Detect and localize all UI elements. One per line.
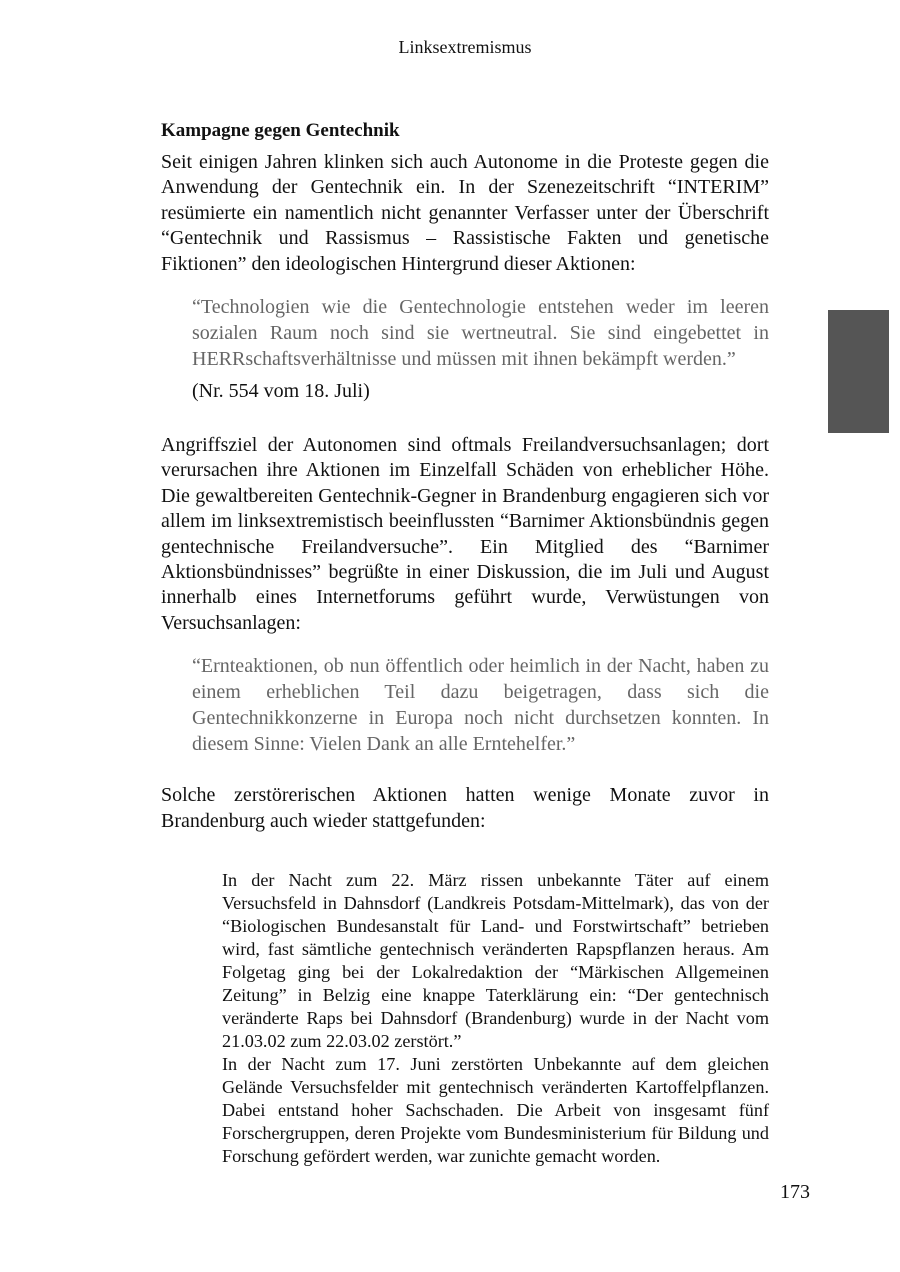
chapter-side-tab [828, 310, 889, 433]
section-heading: Kampagne gegen Gentechnik [161, 120, 400, 141]
quote-forum: “Ernteaktionen, ob nun öffentlich oder heimlich in der Nacht, haben zu einem erheblichen Teil dazu beigetragen, dass sich die Gentechnikkonzerne in Europa noch nicht durchsetzen konnten. In diesem Sinne: Vielen Dank an alle Erntehelfer.” [192, 655, 769, 756]
quote-source: (Nr. 554 vom 18. Juli) [192, 380, 370, 403]
running-title: Linksextremismus [398, 37, 532, 57]
page-number: 173 [780, 1181, 810, 1203]
paragraph-actions: Solche zerstörerischen Aktionen hatten wenige Monate zuvor in Brandenburg auch wieder stattgefunden: [161, 784, 769, 832]
incident-box [222, 869, 769, 1168]
quote-interim: “Technologien wie die Gentechnologie entstehen weder im leeren sozialen Raum noch sind sie wertneutral. Sie sind eingebettet in HERRschaftsverhältnisse und müssen mit ihnen bekämpft werden.” [192, 296, 769, 371]
incident-march: In der Nacht zum 22. März rissen unbekannte Täter auf einem Versuchsfeld in Dahnsdorf (Landkreis Potsdam-Mittelmark), das von der “Biologischen Bundesanstalt für Land- und Forstwirtschaft” betrieben wird, fast sämtliche gentechnisch veränderten Rapspflanzen heraus. Am Folgetag ging bei der Lokalredaktion der “Märkischen Allgemeinen Zeitung” in Belzig eine knappe Taterklärung ein: “Der gentechnisch veränderte Raps bei Dahnsdorf (Brandenburg) wurde in der Nacht vom 21.03.02 zum 22.03.02 zerstört.” [222, 870, 769, 1052]
page-content [161, 118, 769, 1168]
paragraph-intro: Seit einigen Jahren klinken sich auch Autonome in die Proteste gegen die Anwendung der Gentechnik ein. In der Szenezeitschrift “INTERIM” resümierte ein namentlich nicht genannter Verfasser unter der Überschrift “Gentechnik und Rassismus – Rassistische Fakten und genetische Fiktionen” den ideologischen Hintergrund dieser Aktionen: [161, 151, 769, 275]
incident-june: In der Nacht zum 17. Juni zerstörten Unbekannte auf dem gleichen Gelände Versuchsfelder mit gentechnisch veränderten Kartoffelpflanzen. Dabei entstand hoher Sachschaden. Die Arbeit von insgesamt fünf Forschergruppen, deren Projekte vom Bundesministerium für Bildung und Forschung gefördert werden, war zunichte gemacht worden. [222, 1054, 769, 1167]
paragraph-targets: Angriffsziel der Autonomen sind oftmals Freilandversuchsanlagen; dort verursachen ihre Aktionen im Einzelfall Schäden von erheblicher Höhe. Die gewaltbereiten Gentechnik-Gegner in Brandenburg engagieren sich vor allem im linksextremistisch beeinflussten “Barnimer Aktionsbündnis gegen gentechnische Freilandversuche”. Ein Mitglied des “Barnimer Aktionsbündnisses” begrüßte in einer Diskussion, die im Juli und August innerhalb eines Internetforums geführt wurde, Verwüstungen von Versuchsanlagen: [161, 434, 769, 634]
